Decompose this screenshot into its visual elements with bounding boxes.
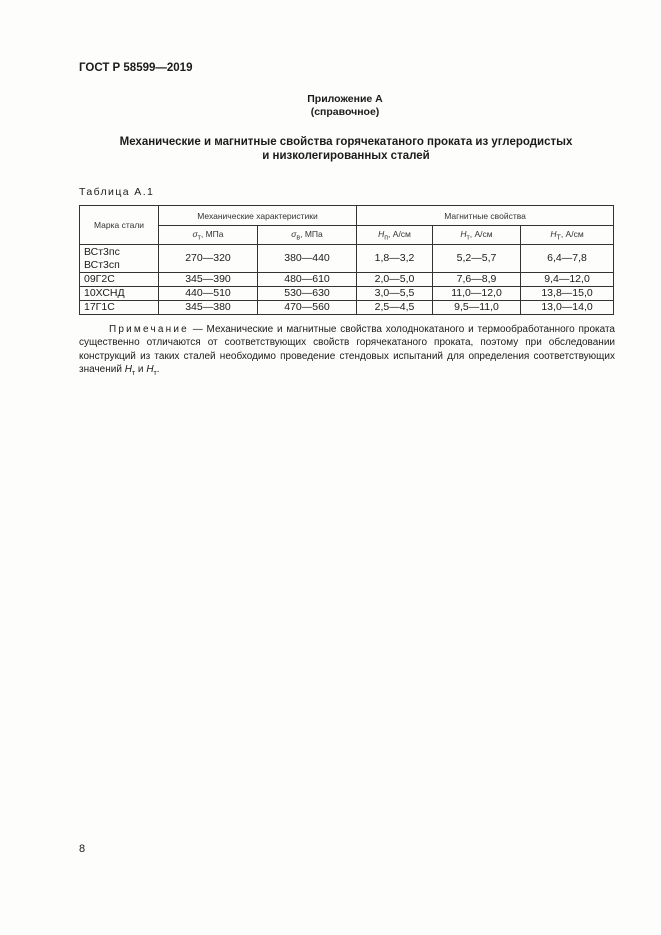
- cell-hT: 13,0—14,0: [521, 301, 614, 315]
- header-hp: $H_п$, А/см: [357, 226, 433, 245]
- table-row: [80, 301, 614, 315]
- cell-hp: 3,0—5,5: [357, 287, 433, 301]
- table-note: Примечание — Механические и магнитные свойства холоднокатаного и термообработанного проката существенно отличаются от соответствующих свойств горячекатаного проката, поэтому при обследовании конструкций из таких сталей необходимо проведение стендовых испытаний для определения соответствующих значений $H_т$ и $H_т$.: [79, 324, 615, 378]
- table-caption: Таблица А.1: [79, 186, 155, 198]
- cell-yield: 270—320: [159, 245, 258, 273]
- header-ht: $H_т$, А/см: [433, 226, 521, 245]
- appendix-heading: [0, 93, 661, 119]
- page-number: 8: [79, 843, 86, 855]
- table-row: [80, 287, 614, 301]
- cell-yield: 345—380: [159, 301, 258, 315]
- table-row: [80, 245, 614, 273]
- header-magnetic: Магнитные свойства: [357, 206, 614, 226]
- standard-designation: ГОСТ Р 58599—2019: [79, 62, 193, 74]
- header-steel-grade: Марка стали: [80, 206, 159, 245]
- cell-hT: 9,4—12,0: [521, 273, 614, 287]
- cell-tensile: 470—560: [258, 301, 357, 315]
- cell-hp: 2,0—5,0: [357, 273, 433, 287]
- cell-ht: 11,0—12,0: [433, 287, 521, 301]
- cell-hT: 13,8—15,0: [521, 287, 614, 301]
- cell-tensile: 480—610: [258, 273, 357, 287]
- note-label: Примечание: [109, 324, 189, 335]
- cell-ht: 9,5—11,0: [433, 301, 521, 315]
- header-hT: $H_T$, А/см: [521, 226, 614, 245]
- cell-grade: 17Г1С: [80, 301, 159, 315]
- cell-hT: 6,4—7,8: [521, 245, 614, 273]
- appendix-title: Приложение А: [307, 93, 383, 105]
- cell-grade: 09Г2С: [80, 273, 159, 287]
- table-row: [80, 273, 614, 287]
- properties-table: [79, 205, 614, 315]
- cell-hp: 2,5—4,5: [357, 301, 433, 315]
- section-title-line1: Механические и магнитные свойства горячекатаного проката из углеродистых: [119, 136, 573, 148]
- section-title-line2: и низколегированных сталей: [262, 150, 430, 162]
- cell-grade: 10ХСНД: [80, 287, 159, 301]
- note-text: — Механические и магнитные свойства холоднокатаного и термообработанного проката существенно отличаются от соответствующих свойств горячекатаного проката, поэтому при обследовании конструкций из таких сталей необходимо проведение стендовых испытаний для определения соответствующих значений: [79, 324, 615, 376]
- cell-ht: 7,6—8,9: [433, 273, 521, 287]
- cell-yield: 440—510: [159, 287, 258, 301]
- header-yield-strength: $\sigma_т$, МПа: [159, 226, 258, 245]
- header-tensile-strength: $\sigma_в$, МПа: [258, 226, 357, 245]
- cell-grade: ВСт3пс ВСт3сп: [80, 245, 159, 273]
- cell-ht: 5,2—5,7: [433, 245, 521, 273]
- section-title: [0, 135, 661, 163]
- cell-tensile: 380—440: [258, 245, 357, 273]
- header-mechanical: Механические характеристики: [159, 206, 357, 226]
- cell-tensile: 530—630: [258, 287, 357, 301]
- appendix-subtitle: (справочное): [310, 106, 380, 118]
- cell-yield: 345—390: [159, 273, 258, 287]
- cell-hp: 1,8—3,2: [357, 245, 433, 273]
